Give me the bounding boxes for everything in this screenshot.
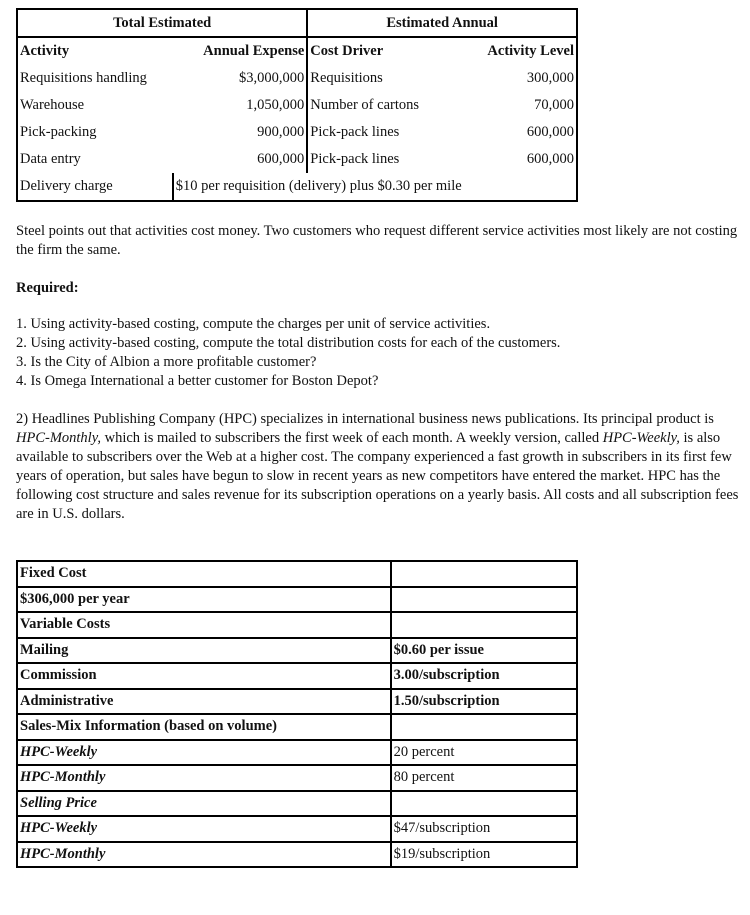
expense-cell: $3,000,000 xyxy=(173,65,308,92)
col-header-annual-expense: Annual Expense xyxy=(173,37,308,65)
hpc-text-part: which is mailed to subscribers the first week of each month. A weekly version, called xyxy=(100,430,603,446)
expense-cell: 900,000 xyxy=(173,119,308,146)
row-value: 80 percent xyxy=(391,765,577,791)
row-label: Selling Price xyxy=(17,791,391,817)
row-label: HPC-Weekly xyxy=(17,740,391,766)
level-cell: 70,000 xyxy=(451,92,577,119)
list-item: 2. Using activity-based costing, compute the total distribution costs for each of the customers. xyxy=(16,335,561,351)
row-value: $0.60 per issue xyxy=(391,638,577,664)
driver-cell: Pick-pack lines xyxy=(310,124,400,140)
required-heading: Required: xyxy=(16,280,79,296)
row-label: Mailing xyxy=(17,638,391,664)
table-row xyxy=(17,92,577,119)
table-row xyxy=(17,816,577,842)
table-row xyxy=(17,765,577,791)
row-value: $19/subscription xyxy=(391,842,577,868)
header-total-estimated: Total Estimated xyxy=(17,9,307,37)
level-cell: 600,000 xyxy=(451,146,577,173)
table-row xyxy=(17,146,577,173)
level-cell: 600,000 xyxy=(451,119,577,146)
table-row xyxy=(17,587,577,613)
table-row xyxy=(17,561,577,587)
row-value: 3.00/subscription xyxy=(391,663,577,689)
row-label: Fixed Cost xyxy=(17,561,391,587)
row-label: Sales-Mix Information (based on volume) xyxy=(17,714,391,740)
list-item: 3. Is the City of Albion a more profitable customer? xyxy=(16,354,317,370)
intro-paragraph: Steel points out that activities cost money. Two customers who request different service activities most likely are not costing the firm the same. xyxy=(16,223,738,258)
table-row xyxy=(17,689,577,715)
hpc-weekly-emphasis: HPC-Weekly, xyxy=(602,430,680,446)
hpc-paragraph xyxy=(16,410,750,524)
row-label: HPC-Monthly xyxy=(17,842,391,868)
driver-cell: Requisitions xyxy=(310,70,383,86)
row-label: Variable Costs xyxy=(17,612,391,638)
table-row xyxy=(17,173,577,201)
row-label: Administrative xyxy=(17,689,391,715)
row-label: $306,000 per year xyxy=(17,587,391,613)
table-row xyxy=(17,791,577,817)
row-value: 1.50/subscription xyxy=(391,689,577,715)
row-value xyxy=(391,714,577,740)
table-row xyxy=(17,663,577,689)
row-value xyxy=(391,612,577,638)
col-header-activity-level: Activity Level xyxy=(451,37,577,65)
list-item: 4. Is Omega International a better customer for Boston Depot? xyxy=(16,373,379,389)
table-row xyxy=(17,638,577,664)
expense-cell: 1,050,000 xyxy=(173,92,308,119)
expense-cell: 600,000 xyxy=(173,146,308,173)
col-header-cost-driver: Cost Driver xyxy=(310,43,384,59)
activity-cell: Requisitions handling xyxy=(17,65,173,92)
list-item: 1. Using activity-based costing, compute the charges per unit of service activities. xyxy=(16,316,491,332)
table-row xyxy=(17,612,577,638)
table-row xyxy=(17,714,577,740)
table-row xyxy=(17,842,577,868)
hpc-text-part: is also available to subscribers over the Web at a higher cost. The company experienced a fast growth in subscribers in its first few years of operation, but sales have begun to slow in recent years as new competitors have entered the market. HPC has the following cost structure and sales revenue for its subscription operations on a yearly basis. All costs and all subscription fees are in U.S. dollars. xyxy=(16,430,739,522)
hpc-monthly-emphasis: HPC-Monthly, xyxy=(16,430,101,446)
row-value: 20 percent xyxy=(391,740,577,766)
level-cell: 300,000 xyxy=(451,65,577,92)
row-value xyxy=(391,587,577,613)
activity-cell: Warehouse xyxy=(17,92,173,119)
row-label: HPC-Monthly xyxy=(17,765,391,791)
col-header-activity: Activity xyxy=(17,37,173,65)
row-label: HPC-Weekly xyxy=(17,816,391,842)
driver-cell: Pick-pack lines xyxy=(310,151,400,167)
activity-cell: Pick-packing xyxy=(17,119,173,146)
row-label: Commission xyxy=(17,663,391,689)
activity-cell: Delivery charge xyxy=(17,173,173,201)
hpc-text-part: 2) Headlines Publishing Company (HPC) specializes in international business news publications. Its principal product is xyxy=(16,411,714,427)
row-value: $47/subscription xyxy=(391,816,577,842)
activity-cost-table xyxy=(16,8,578,202)
table-row xyxy=(17,740,577,766)
hpc-cost-table xyxy=(16,560,578,868)
row-value xyxy=(391,791,577,817)
header-estimated-annual: Estimated Annual xyxy=(307,9,577,37)
driver-cell: Number of cartons xyxy=(310,97,420,113)
delivery-charge-text: $10 per requisition (delivery) plus $0.30 per mile xyxy=(173,173,577,201)
row-value xyxy=(391,561,577,587)
table-row xyxy=(17,65,577,92)
required-list xyxy=(16,315,560,391)
activity-cell: Data entry xyxy=(17,146,173,173)
table-row xyxy=(17,119,577,146)
